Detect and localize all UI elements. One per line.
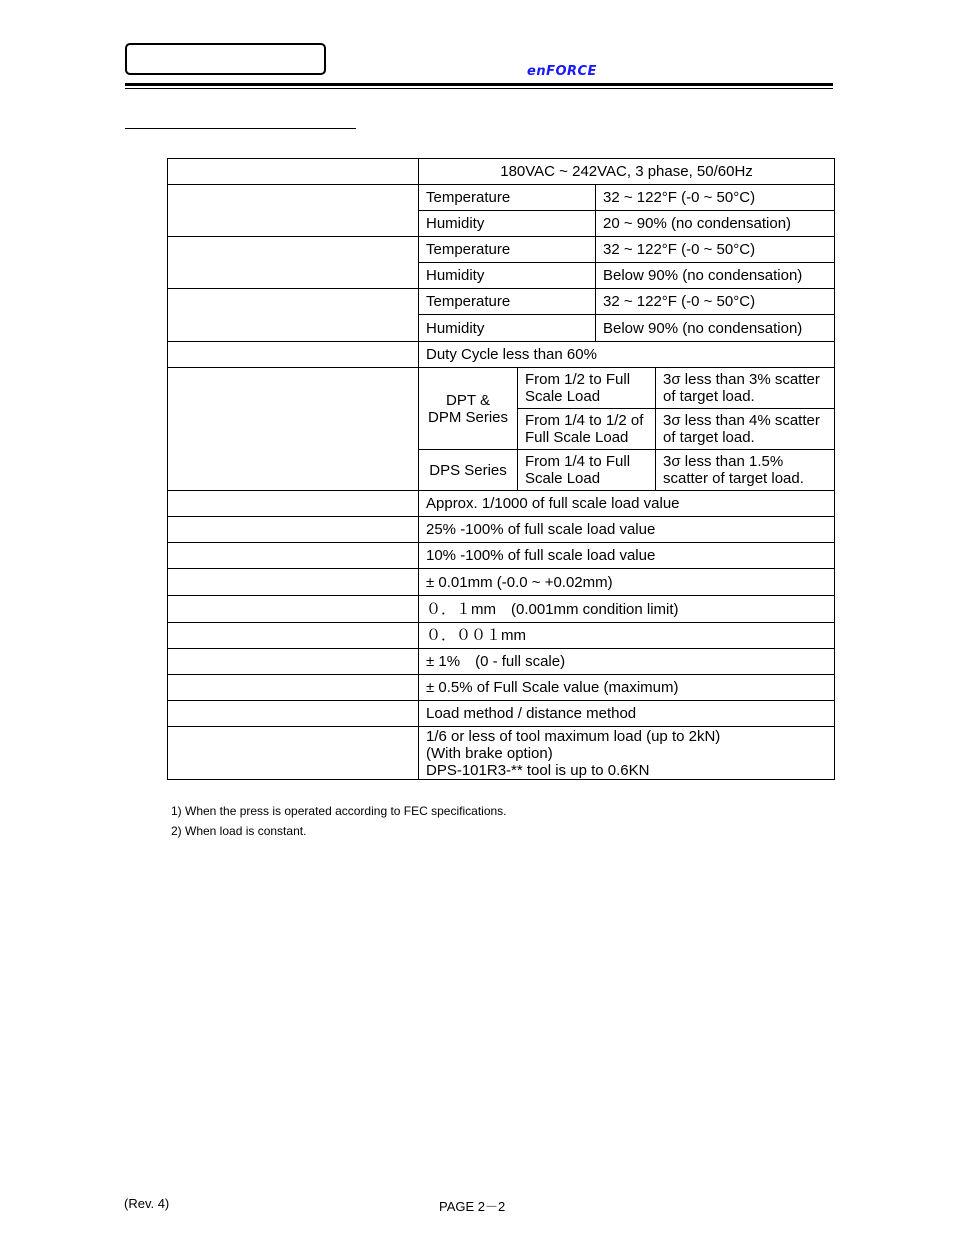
table-row	[168, 596, 835, 623]
header-label-box	[125, 43, 326, 75]
table-row	[168, 342, 835, 368]
brake-line-3: DPS-101R3-** tool is up to 0.6KN	[426, 761, 650, 779]
row-label-cell	[168, 727, 419, 780]
row-label-cell	[168, 491, 419, 517]
dpt-value-2: 3σ less than 4% scatter of target load.	[656, 409, 835, 450]
dpt-label-line2: DPM Series	[427, 408, 509, 426]
table-row	[168, 649, 835, 675]
env1-humidity-value: 20 ~ 90% (no condensation)	[596, 211, 835, 237]
row-label-cell	[168, 596, 419, 623]
header-rule-thick	[125, 83, 833, 86]
row-label-cell	[168, 368, 419, 491]
footnote-2: 2) When load is constant.	[171, 824, 307, 838]
page-number: PAGE 2－2	[439, 1199, 506, 1214]
row-label-cell	[168, 675, 419, 701]
dpt-range-1: From 1/2 to Full Scale Load	[518, 368, 656, 409]
table-row	[168, 569, 835, 596]
table-row	[168, 185, 835, 211]
enforce-logo: enFORCE	[527, 64, 597, 79]
spec-value: ０．１mm (0.001mm condition limit)	[419, 596, 835, 623]
spec-value: ０．００１mm	[419, 623, 835, 649]
table-row	[168, 623, 835, 649]
header-rule-thin	[125, 88, 833, 89]
env3-humidity-value: Below 90% (no condensation)	[596, 315, 835, 342]
row-label-cell	[168, 543, 419, 569]
row-label-cell	[168, 517, 419, 543]
table-row	[168, 701, 835, 727]
env1-temp-value: 32 ~ 122°F (-0 ~ 50°C)	[596, 185, 835, 211]
env2-temp-label: Temperature	[419, 237, 596, 263]
env1-temp-label: Temperature	[419, 185, 596, 211]
row-label-cell	[168, 185, 419, 237]
spec-value: 10% -100% of full scale load value	[419, 543, 835, 569]
revision-label: (Rev. 4)	[124, 1196, 170, 1211]
brake-line-1: 1/6 or less of tool maximum load (up to 2kN)	[426, 727, 721, 745]
row-label-cell	[168, 289, 419, 342]
row-label-cell	[168, 342, 419, 368]
table-row	[168, 289, 835, 315]
brake-line-2: (With brake option)	[426, 744, 553, 762]
env3-temp-value: 32 ~ 122°F (-0 ~ 50°C)	[596, 289, 835, 315]
env1-humidity-label: Humidity	[419, 211, 596, 237]
spec-value: ± 1% (0 - full scale)	[419, 649, 835, 675]
table-row	[168, 491, 835, 517]
specification-table	[167, 158, 835, 780]
table-row	[168, 675, 835, 701]
env3-temp-label: Temperature	[419, 289, 596, 315]
spec-value: ± 0.01mm (-0.0 ~ +0.02mm)	[419, 569, 835, 596]
dps-value: 3σ less than 1.5% scatter of target load.	[656, 450, 835, 491]
dpt-label-line1: DPT &	[446, 391, 490, 409]
env2-humidity-value: Below 90% (no condensation)	[596, 263, 835, 289]
row-label-cell	[168, 701, 419, 727]
spec-value: Approx. 1/1000 of full scale load value	[419, 491, 835, 517]
dpt-dpm-series-label	[419, 368, 518, 450]
power-value: 180VAC ~ 242VAC, 3 phase, 50/60Hz	[419, 159, 835, 185]
dps-range: From 1/4 to Full Scale Load	[518, 450, 656, 491]
spec-value: ± 0.5% of Full Scale value (maximum)	[419, 675, 835, 701]
dps-series-label: DPS Series	[419, 450, 518, 491]
dpt-value-1: 3σ less than 3% scatter of target load.	[656, 368, 835, 409]
env2-humidity-label: Humidity	[419, 263, 596, 289]
spec-value: 25% -100% of full scale load value	[419, 517, 835, 543]
footnote-1: 1) When the press is operated according to FEC specifications.	[171, 804, 507, 818]
section-title-underline	[125, 128, 356, 129]
brake-load-value	[419, 727, 835, 780]
table-row	[168, 543, 835, 569]
row-label-cell	[168, 237, 419, 289]
table-row	[168, 368, 835, 409]
env2-temp-value: 32 ~ 122°F (-0 ~ 50°C)	[596, 237, 835, 263]
table-row	[168, 517, 835, 543]
table-row	[168, 159, 835, 185]
row-label-cell	[168, 159, 419, 185]
duty-cycle-value: Duty Cycle less than 60%	[419, 342, 835, 368]
row-label-cell	[168, 623, 419, 649]
table-row	[168, 237, 835, 263]
table-row	[168, 727, 835, 780]
row-label-cell	[168, 569, 419, 596]
dpt-range-2: From 1/4 to 1/2 of Full Scale Load	[518, 409, 656, 450]
row-label-cell	[168, 649, 419, 675]
spec-value: Load method / distance method	[419, 701, 835, 727]
env3-humidity-label: Humidity	[419, 315, 596, 342]
